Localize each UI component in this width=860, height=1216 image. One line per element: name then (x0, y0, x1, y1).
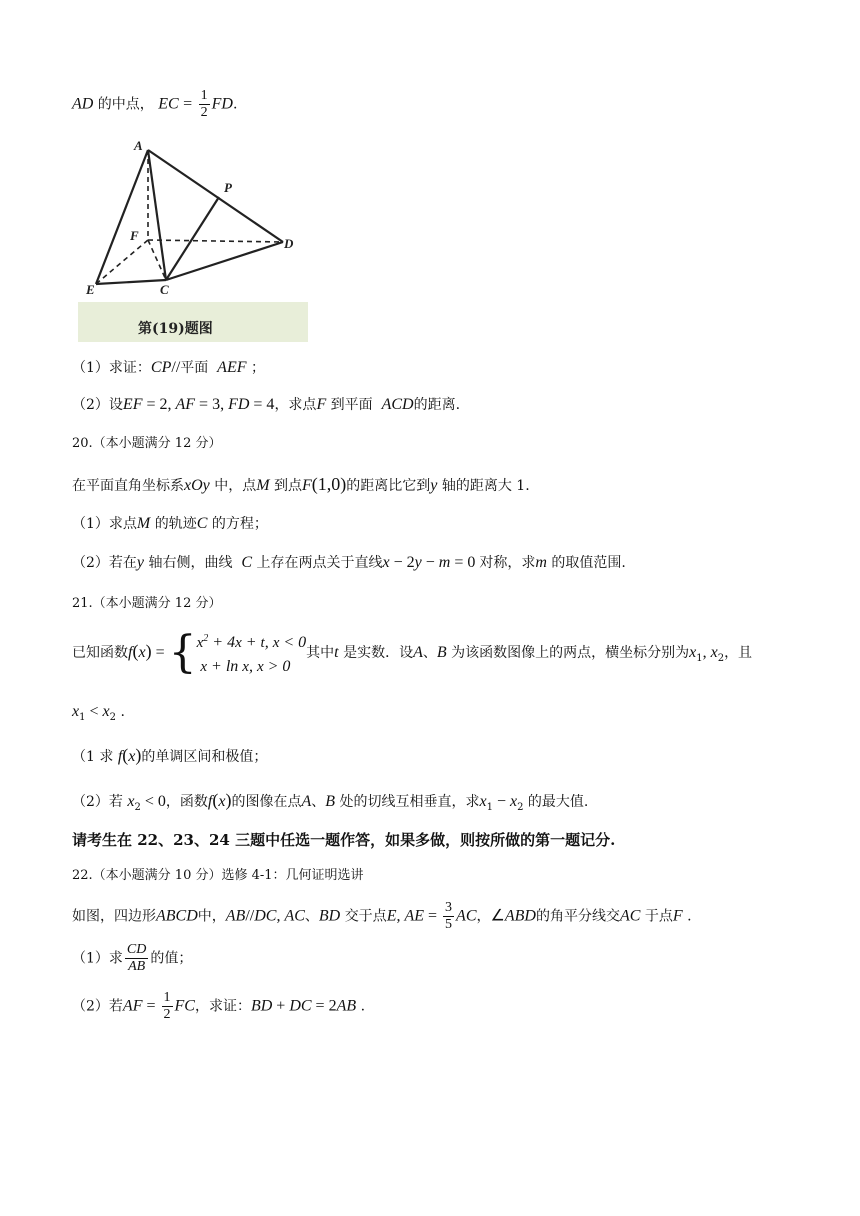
q19-p1-mid: 平面 (180, 360, 209, 376)
label-e: E (86, 282, 95, 297)
q19-p1-end: ； (250, 360, 265, 376)
geometry-figure (78, 132, 308, 342)
q21-stem-a: 已知函数 (72, 645, 128, 661)
q22-stem-f: 于点 (644, 908, 673, 925)
q20-p2-c: 上存在两点关于直线 (256, 555, 383, 571)
q22-p2-b: ，求证： (194, 998, 251, 1015)
q21-p2-c: 的图像在点 (231, 794, 302, 810)
fraction-three-fifths: $\frac{3}{5}$ (445, 900, 453, 932)
q22-p1-a: （1）求 (72, 950, 123, 967)
q19-p2-end: 的距离. (413, 397, 461, 413)
q20-stem-c: 到点 (274, 478, 302, 494)
q20-stem-a: 在平面直角坐标系 (72, 478, 184, 494)
label-a: A (134, 138, 143, 153)
q19-p2-mid2: 到平面 (330, 397, 373, 413)
top-line-text: 的中点， (97, 96, 154, 113)
q21-p2-e: 的最大值. (527, 794, 589, 810)
q20-p2-a: （2）若在 (72, 555, 137, 571)
q22-p1-b: 的值； (150, 950, 193, 967)
label-f: F (130, 228, 139, 243)
q21-p2-d: 处的切线互相垂直，求 (339, 794, 480, 810)
q20-p2-d: 对称，求 (479, 555, 536, 571)
q20-stem-b: 中，点 (214, 478, 257, 494)
edge-ae (96, 150, 148, 284)
fraction-half: $\frac{1}{2}$ (200, 88, 208, 120)
piecewise-cases: $x^2 + 4x + t$, x < 0 x + ln x, x > 0 (196, 633, 307, 675)
q21-p2-b: ，函数 (165, 794, 208, 810)
top-line: AD 的中点， EC = $\frac{1}{2}$ FD. (72, 88, 238, 120)
instruction: 请考生在 22、23、24 三题中任选一题作答，如果多做，则按所做的第一题记分. (72, 831, 616, 849)
q22-part1 (72, 942, 192, 975)
fraction-half-2: $\frac{1}{2}$ (163, 990, 171, 1022)
q19-p2-mid: ，求点 (274, 397, 317, 413)
q22-stem-d: ， (476, 908, 491, 925)
q21-header: 21.（本小题满分 12 分） (72, 596, 222, 611)
q21-p2-a: （2）若 (72, 794, 123, 810)
q21-stem: 已知函数f(x) = { $x^2 + 4x + t$, x < 0 x + ln x, x > 0 其中t 是实数．设A、B 为该函数图像上的两点，横坐标分别为$x_1$, $x_2$，且 (72, 627, 753, 678)
q21-p1-b: 的单调区间和极值； (141, 749, 268, 765)
q21-part2: （2）若 $x_2 < 0$，函数f(x)的图像在点A、B 处的切线互相垂直，求$x_1 - x_2$ 的最大值. (72, 790, 589, 813)
q21-p1-a: （1 求 (72, 749, 114, 765)
q20-stem-d: 的距离比它到 (346, 478, 431, 494)
q19-p1-prefix: （1）求证： (72, 360, 151, 376)
q20-p1-c: 的方程； (211, 516, 268, 532)
q20-part2: （2）若在y 轴右侧，曲线 C 上存在两点关于直线x − 2y − m = 0 对称，求m 的取值范围. (72, 554, 626, 571)
q21-stem-c: 是实数．设 (343, 645, 414, 661)
fraction-cd-ab: $\frac{CD}{AB}$ (126, 942, 147, 974)
q21-stem-d: 为该函数图像上的两点，横坐标分别为 (451, 645, 690, 661)
q20-p2-e: 的取值范围. (551, 555, 626, 571)
q19-p2-prefix: （2）设 (72, 397, 123, 413)
q20-stem: 在平面直角坐标系xOy 中，点M 到点F(1,0)的距离比它到y 轴的距离大 1. (72, 474, 530, 494)
piecewise-brace: { (168, 627, 197, 678)
q22-p2-a: （2）若 (72, 998, 123, 1015)
q22-stem-b: 中， (197, 908, 226, 925)
q20-p1-b: 的轨迹 (154, 516, 197, 532)
q22-stem-e: 的角平分线交 (535, 908, 620, 925)
q22-stem: 如图，四边形ABCD中，AB//DC, AC、BD 交于点E, AE = $\frac{3}{5}$ AC，∠ABD的角平分线交AC 于点F . (72, 900, 692, 932)
figure-caption: 第(19)题图 (138, 321, 213, 337)
q22-stem-a: 如图，四边形 (72, 908, 156, 925)
q20-p2-b: 轴右侧，曲线 (148, 555, 233, 571)
q21-part1: （1 求 f(x)的单调区间和极值； (72, 745, 268, 765)
q20-stem-e: 轴的距离大 1. (441, 478, 530, 494)
q20-header: 20.（本小题满分 12 分） (72, 436, 222, 451)
q21-stem-b: 其中 (306, 645, 335, 661)
q22-stem-c: 交于点 (344, 908, 387, 925)
q19-part1: （1）求证：CP//平面 AEF ； (72, 359, 265, 376)
q21-stem-e: ，且 (724, 645, 753, 661)
edge-fd-dashed (148, 240, 283, 242)
edge-ad (148, 150, 283, 242)
edge-ec (96, 280, 166, 284)
edge-cd (166, 242, 283, 280)
label-d: D (284, 236, 294, 251)
q22-header: 22.（本小题满分 10 分）选修 4-1：几何证明选讲 (72, 868, 364, 883)
q21-condition: $x_1 < x_2$ . (72, 703, 125, 723)
q20-part1: （1）求点M 的轨迹C 的方程； (72, 515, 268, 532)
q22-part2: （2）若AF = $\frac{1}{2}$ FC，求证：BD + DC = 2AB . (72, 990, 366, 1022)
label-c: C (160, 282, 169, 297)
q19-part2: （2）设EF = 2, AF = 3, FD = 4，求点F 到平面 ACD的距离. (72, 396, 461, 413)
label-p: P (224, 180, 232, 195)
q20-p1-a: （1）求点 (72, 516, 137, 532)
edge-cp (166, 197, 219, 280)
